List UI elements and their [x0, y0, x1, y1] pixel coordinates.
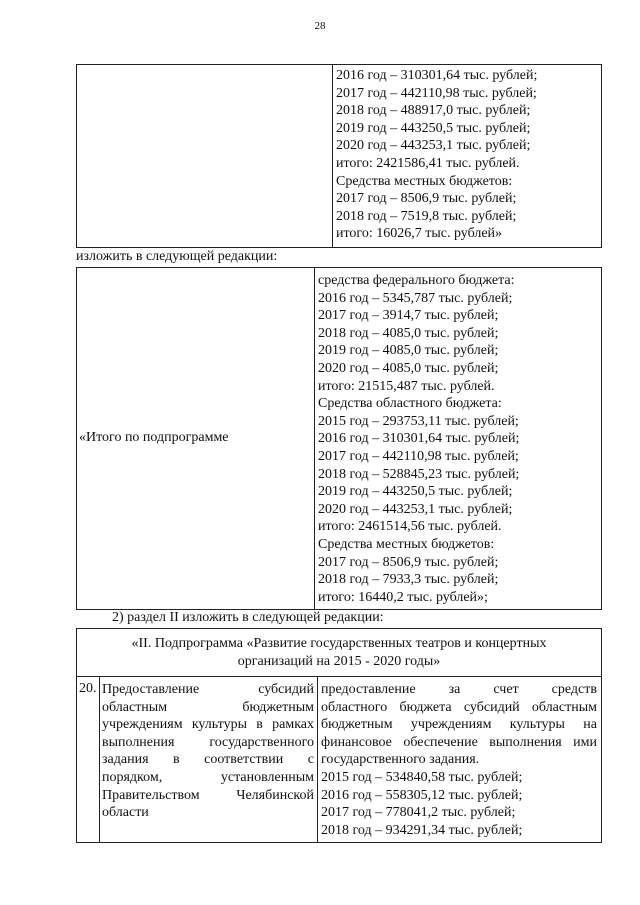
- measure-line: 2015 год – 534840,58 тыс. рублей;: [321, 769, 523, 785]
- row-number: 20.: [79, 681, 97, 696]
- budget-line: 2016 год – 5345,787 тыс. рублей;: [318, 290, 513, 306]
- table-bottom-heading-divider: [76, 676, 602, 677]
- budget-line: Средства местных бюджетов:: [336, 173, 513, 189]
- budget-line: 2020 год – 4085,0 тыс. рублей;: [318, 360, 499, 376]
- measure-line: областного бюджета субсидий областным: [321, 699, 597, 715]
- budget-line: 2019 год – 443250,5 тыс. рублей;: [336, 120, 531, 136]
- budget-line: 2018 год – 7933,3 тыс. рублей;: [318, 572, 499, 588]
- budget-line: 2018 год – 528845,23 тыс. рублей;: [318, 466, 520, 482]
- table-bottom-col2-divider: [317, 676, 318, 843]
- budget-line: 2016 год – 310301,64 тыс. рублей;: [318, 431, 520, 447]
- budget-line: 2017 год – 442110,98 тыс. рублей;: [318, 448, 519, 464]
- budget-line: 2017 год – 442110,98 тыс. рублей;: [336, 85, 537, 101]
- table-mid-left-label: «Итого по подпрограмме: [79, 430, 229, 445]
- page-number: 28: [314, 20, 326, 32]
- budget-line: 2016 год – 310301,64 тыс. рублей;: [336, 68, 538, 83]
- table-top-right-cell: [336, 67, 537, 243]
- budget-line: 2017 год – 8506,9 тыс. рублей;: [336, 191, 517, 207]
- measure-line: 2017 год – 778041,2 тыс. рублей;: [321, 805, 516, 821]
- measure-line: государственного задания.: [321, 752, 480, 768]
- middle-line-last: области: [102, 805, 149, 821]
- table-bottom-middle-cell: [102, 681, 314, 822]
- budget-line: 2017 год – 3914,7 тыс. рублей;: [318, 308, 499, 324]
- budget-line: итого: 16440,2 тыс. рублей»;: [318, 589, 488, 605]
- budget-line: 2015 год – 293753,11 тыс. рублей;: [318, 413, 519, 429]
- budget-line: 2018 год – 4085,0 тыс. рублей;: [318, 325, 499, 341]
- budget-line: 2020 год – 443253,1 тыс. рублей;: [318, 501, 513, 517]
- description-line: Правительством Челябинской: [102, 787, 314, 803]
- subprogram-heading: [80, 635, 598, 671]
- budget-line: итого: 2421586,41 тыс. рублей.: [336, 155, 520, 171]
- table-bottom-right-cell: [321, 681, 597, 839]
- subprogram-heading-line2: организаций на 2015 - 2020 годы»: [237, 654, 441, 669]
- measure-line: 2018 год – 934291,34 тыс. рублей;: [321, 822, 523, 838]
- description-line: учреждениям культуры в рамках: [102, 717, 314, 733]
- budget-line: 2018 год – 488917,0 тыс. рублей;: [336, 103, 531, 119]
- measure-line: 2016 год – 558305,12 тыс. рублей;: [321, 787, 523, 803]
- instruction-edit: изложить в следующей редакции:: [76, 249, 278, 264]
- budget-line: 2019 год – 443250,5 тыс. рублей;: [318, 484, 513, 500]
- table-bottom-col1-divider: [99, 676, 100, 843]
- budget-line: итого: 21515,487 тыс. рублей.: [318, 378, 495, 394]
- budget-line: 2017 год – 8506,9 тыс. рублей;: [318, 554, 499, 570]
- budget-line: итого: 2461514,56 тыс. рублей.: [318, 519, 502, 535]
- description-line: областным бюджетным: [102, 699, 314, 715]
- subprogram-heading-line1: «II. Подпрограмма «Развитие государственных театров и концертных: [131, 636, 547, 651]
- measure-line: бюджетным учреждениям культуры на: [321, 717, 597, 733]
- budget-line: 2018 год – 7519,8 тыс. рублей;: [336, 208, 517, 224]
- measure-line: предоставление за счет средств: [321, 682, 597, 697]
- description-line: задания в соответствии с: [102, 752, 314, 768]
- budget-line: Средства областного бюджета:: [318, 396, 502, 412]
- budget-line: итого: 16026,7 тыс. рублей»: [336, 226, 503, 242]
- description-line: выполнения государственного: [102, 734, 314, 750]
- description-line: порядком, установленным: [102, 769, 314, 785]
- budget-line: 2020 год – 443253,1 тыс. рублей;: [336, 138, 531, 154]
- measure-line: финансовое обеспечение выполнения ими: [321, 734, 597, 750]
- table-top-divider: [332, 64, 333, 248]
- description-line: Предоставление субсидий: [102, 682, 314, 697]
- table-mid-divider: [314, 267, 315, 610]
- table-mid-right-cell: [318, 272, 519, 606]
- budget-line: Средства местных бюджетов:: [318, 536, 495, 552]
- budget-line: 2019 год – 4085,0 тыс. рублей;: [318, 343, 499, 359]
- budget-line: средства федерального бюджета:: [318, 273, 515, 288]
- instruction-section-2: 2) раздел II изложить в следующей редакции:: [112, 610, 384, 625]
